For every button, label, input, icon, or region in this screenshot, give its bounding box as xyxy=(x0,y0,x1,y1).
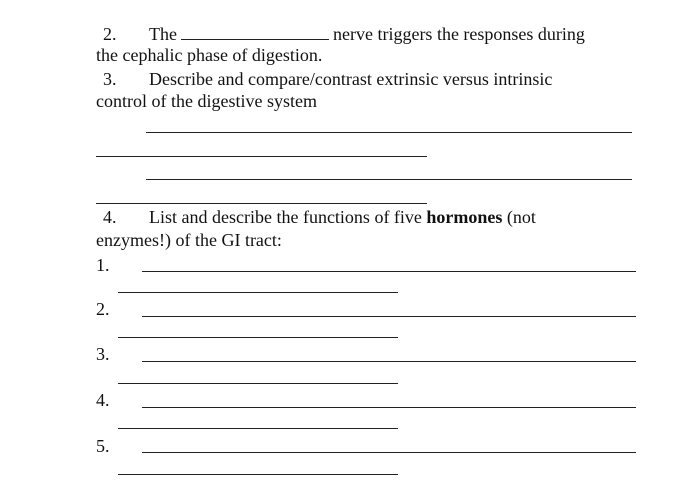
q4-item-4-line-b[interactable] xyxy=(118,428,398,429)
q3-text: Describe and compare/contrast extrinsic versus intrinsic xyxy=(149,69,553,89)
q4-text-after: (not xyxy=(506,207,536,227)
q3-line-2: control of the digestive system xyxy=(96,91,317,111)
q2-text-before: The xyxy=(149,24,177,44)
q3-answer-line-1b[interactable] xyxy=(96,156,427,157)
q2-text-after: nerve triggers the responses during xyxy=(332,24,585,44)
q3-line-1 xyxy=(103,68,552,90)
q4-item-1-line-b[interactable] xyxy=(118,292,398,293)
q2-line-1 xyxy=(103,23,585,45)
q4-line-1 xyxy=(103,206,536,228)
q4-bold-hormones: hormones xyxy=(426,207,503,227)
q4-item-2-line-a[interactable] xyxy=(142,316,636,317)
q4-line-2: enzymes!) of the GI tract: xyxy=(96,230,282,250)
q4-item-4-line-a[interactable] xyxy=(142,407,636,408)
q4-item-5-number: 5. xyxy=(96,436,110,456)
q4-item-3-line-a[interactable] xyxy=(142,361,636,362)
q4-number: 4. xyxy=(103,207,117,227)
q2-line-2: the cephalic phase of digestion. xyxy=(96,45,323,65)
q4-item-5-line-a[interactable] xyxy=(142,452,636,453)
q3-answer-line-2b[interactable] xyxy=(96,203,427,204)
q4-item-2-number: 2. xyxy=(96,299,110,319)
q4-item-5-line-b[interactable] xyxy=(118,474,398,475)
q3-number: 3. xyxy=(103,69,117,89)
q4-item-1-line-a[interactable] xyxy=(142,271,636,272)
q4-item-1-number: 1. xyxy=(96,255,110,275)
q3-answer-line-1a[interactable] xyxy=(146,132,632,133)
q4-text-before: List and describe the functions of five xyxy=(149,207,422,227)
q2-number: 2. xyxy=(103,24,117,44)
q4-item-4-number: 4. xyxy=(96,390,110,410)
q4-item-3-line-b[interactable] xyxy=(118,383,398,384)
q4-item-3-number: 3. xyxy=(96,344,110,364)
q3-answer-line-2a[interactable] xyxy=(146,179,632,180)
q2-answer-blank[interactable] xyxy=(181,25,329,40)
q4-item-2-line-b[interactable] xyxy=(118,337,398,338)
